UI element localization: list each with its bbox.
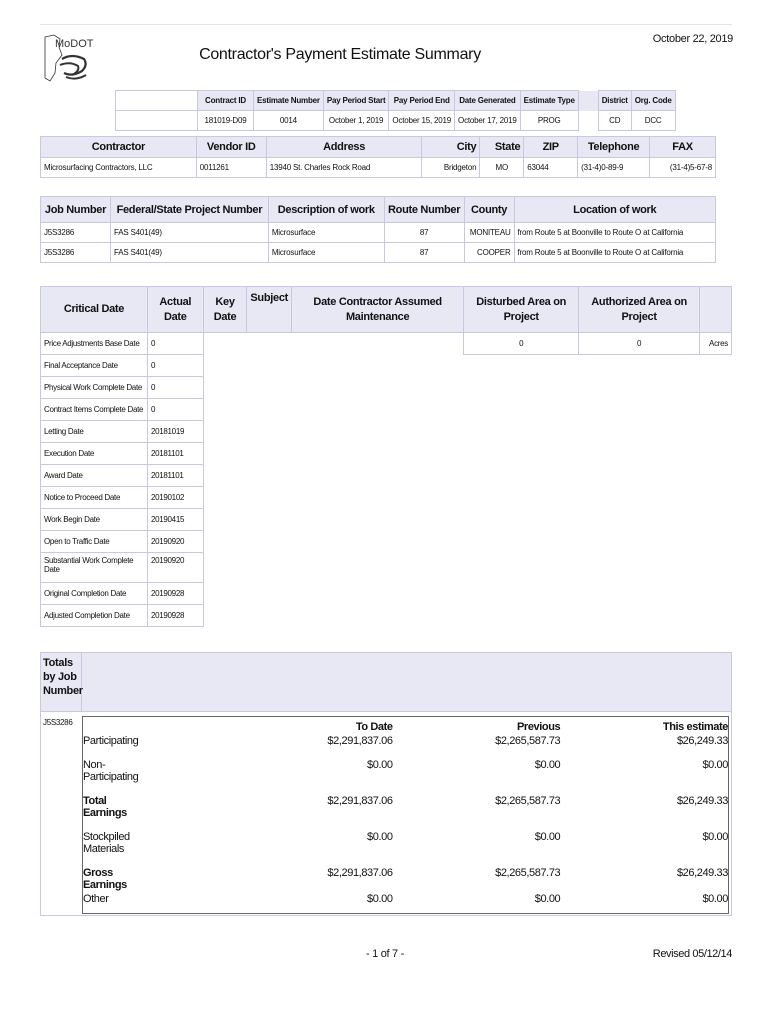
totals-row-label: Participating [83,735,139,747]
route-number: 87 [384,223,464,243]
totals-header-band [40,652,732,712]
critical-date-name: Execution Date [41,443,148,465]
critical-date-name: Substantial Work Complete Date [41,553,148,583]
zip: 63044 [524,158,578,178]
table-row [83,783,728,819]
this-estimate-value: $0.00 [702,831,728,843]
contractor-header: Contractor [41,137,197,158]
critical-date-value: 20190928 [147,583,203,605]
contract-header: Date Generated [455,91,521,111]
contractor-header: FAX [650,137,716,158]
critical-date-name: Notice to Proceed Date [41,487,148,509]
critical-date-value: 20181101 [147,465,203,487]
project-number: FAS S401(49) [110,243,268,263]
revision-date: Revised 05/12/14 [652,948,732,960]
work-description: Microsurface [268,243,384,263]
critical-date-name: Open to Traffic Date [41,531,148,553]
contract-header: Pay Period Start [323,91,389,111]
contract-value: PROG [520,111,578,131]
page-title: Contractor's Payment Estimate Summary [199,46,481,63]
critical-date-value: 20181101 [147,443,203,465]
job-table [40,196,716,263]
report-date: October 22, 2019 [652,33,733,45]
modot-logo [42,33,104,88]
county: COOPER [464,243,514,263]
table-row [41,399,732,421]
to-date-value: $2,291,837.06 [327,735,393,747]
totals-col-header: This estimate [662,721,728,733]
table-row [41,333,732,355]
to-date-value: $2,291,837.06 [327,795,393,807]
this-estimate-value: $0.00 [702,759,728,771]
page-number: - 1 of 7 - [366,948,404,960]
work-location: from Route 5 at Boonville to Route O at California [514,223,715,243]
critical-header: Authorized Area on Project [579,287,700,333]
totals-row-label: Gross Earnings [83,867,127,891]
table-row [41,421,732,443]
to-date-value: $0.00 [367,759,393,771]
table-row [83,819,728,855]
contract-value: DCC [631,111,675,131]
critical-date-value: 20190928 [147,605,203,627]
totals-row-label: Non-Participating [83,759,139,783]
critical-date-value: 0 [147,399,203,421]
disturbed-area: 0 [464,333,579,355]
table-row [41,583,732,605]
vendor-id: 0011261 [196,158,266,178]
this-estimate-value: $26,249.33 [676,735,728,747]
city: Bridgeton [422,158,480,178]
totals-label: Totals by Job Number [40,652,82,712]
this-estimate-value: $0.00 [702,893,728,905]
critical-date-name: Original Completion Date [41,583,148,605]
critical-date-name: Final Acceptance Date [41,355,148,377]
previous-value: $0.00 [534,893,561,905]
contract-blank-cell [116,111,198,131]
table-row [83,733,728,747]
to-date-value: $0.00 [367,831,393,843]
totals-row-label: Total Earnings [83,795,127,819]
route-number: 87 [384,243,464,263]
table-row [41,553,732,583]
previous-value: $0.00 [534,759,561,771]
table-row [41,465,732,487]
contract-header: Org. Code [631,91,675,111]
critical-date-name: Physical Work Complete Date [41,377,148,399]
project-number: FAS S401(49) [110,223,268,243]
contractor-header: State [480,137,524,158]
job-number: J5S3286 [41,223,111,243]
previous-value: $2,265,587.73 [495,867,561,879]
table-row [41,443,732,465]
critical-header: Subject [247,287,292,333]
critical-header: Actual Date [147,287,203,333]
critical-header: Key Date [203,287,247,333]
contract-value: October 17, 2019 [455,111,521,131]
previous-value: $0.00 [534,831,561,843]
job-header: Federal/State Project Number [110,197,268,223]
contractor-header: Telephone [578,137,650,158]
work-description: Microsurface [268,223,384,243]
to-date-value: $0.00 [367,893,393,905]
contract-blank-cell [116,91,198,111]
state: MO [480,158,524,178]
critical-date-name: Adjusted Completion Date [41,605,148,627]
svg-text:MoDOT: MoDOT [55,38,94,50]
table-row [41,355,732,377]
contractor-name: Microsurfacing Contractors, LLC [41,158,197,178]
totals-job-number: J5S3286 [43,718,73,727]
contract-value: CD [598,111,631,131]
table-row [83,855,728,891]
address: 13940 St. Charles Rock Road [266,158,422,178]
table-row [41,377,732,399]
contractor-header: Address [266,137,422,158]
previous-value: $2,265,587.73 [495,795,561,807]
critical-date-name: Letting Date [41,421,148,443]
critical-date-value: 20190102 [147,487,203,509]
critical-date-value: 0 [147,355,203,377]
job-header: Job Number [41,197,111,223]
county: MONITEAU [464,223,514,243]
table-row [41,605,732,627]
this-estimate-value: $26,249.33 [676,867,728,879]
critical-date-value: 20190415 [147,509,203,531]
critical-dates-table [40,286,732,627]
totals-table [82,716,729,914]
critical-header [700,287,732,333]
table-row [41,531,732,553]
critical-date-name: Contract Items Complete Date [41,399,148,421]
totals-row-label: Stockpiled Materials [83,831,130,855]
critical-header: Disturbed Area on Project [464,287,579,333]
totals-col-header: To Date [355,721,393,733]
job-header: Location of work [514,197,715,223]
contractor-header: City [422,137,480,158]
area-unit: Acres [700,333,732,355]
critical-date-name: Price Adjustments Base Date [41,333,148,355]
contract-info-table [115,90,676,131]
table-row [41,243,716,263]
critical-date-value: 0 [147,333,203,355]
contract-header: Pay Period End [389,91,455,111]
contract-value: October 1, 2019 [323,111,389,131]
job-header: Description of work [268,197,384,223]
contract-header: Estimate Type [520,91,578,111]
critical-date-name: Work Begin Date [41,509,148,531]
work-location: from Route 5 at Boonville to Route O at California [514,243,715,263]
fax: (31-4)5-67-8 [650,158,716,178]
job-header: Route Number [384,197,464,223]
to-date-value: $2,291,837.06 [327,867,393,879]
contract-value: 181019-D09 [198,111,254,131]
contractor-table [40,136,716,178]
contract-header: Contract ID [198,91,254,111]
critical-date-value: 20190920 [147,553,203,583]
contract-value: October 15, 2019 [389,111,455,131]
critical-date-value: 20190920 [147,531,203,553]
critical-date-name: Award Date [41,465,148,487]
critical-header: Critical Date [41,287,148,333]
critical-header: Date Contractor Assumed Maintenance [292,287,464,333]
table-row [41,487,732,509]
authorized-area: 0 [579,333,700,355]
top-rule [40,24,732,25]
this-estimate-value: $26,249.33 [676,795,728,807]
critical-date-value: 20181019 [147,421,203,443]
job-number: J5S3286 [41,243,111,263]
contract-value: 0014 [254,111,324,131]
contract-gap [578,111,598,131]
previous-value: $2,265,587.73 [495,735,561,747]
critical-date-value: 0 [147,377,203,399]
table-row [41,509,732,531]
contract-header: District [598,91,631,111]
contract-gap [578,91,598,111]
job-header: County [464,197,514,223]
telephone: (31-4)0-89-9 [578,158,650,178]
contractor-header: Vendor ID [196,137,266,158]
totals-col-header: Previous [517,721,561,733]
table-row [83,891,728,905]
contractor-header: ZIP [524,137,578,158]
totals-row-label: Other [83,893,109,905]
table-row [41,223,716,243]
contract-header: Estimate Number [254,91,324,111]
table-row [83,747,728,783]
